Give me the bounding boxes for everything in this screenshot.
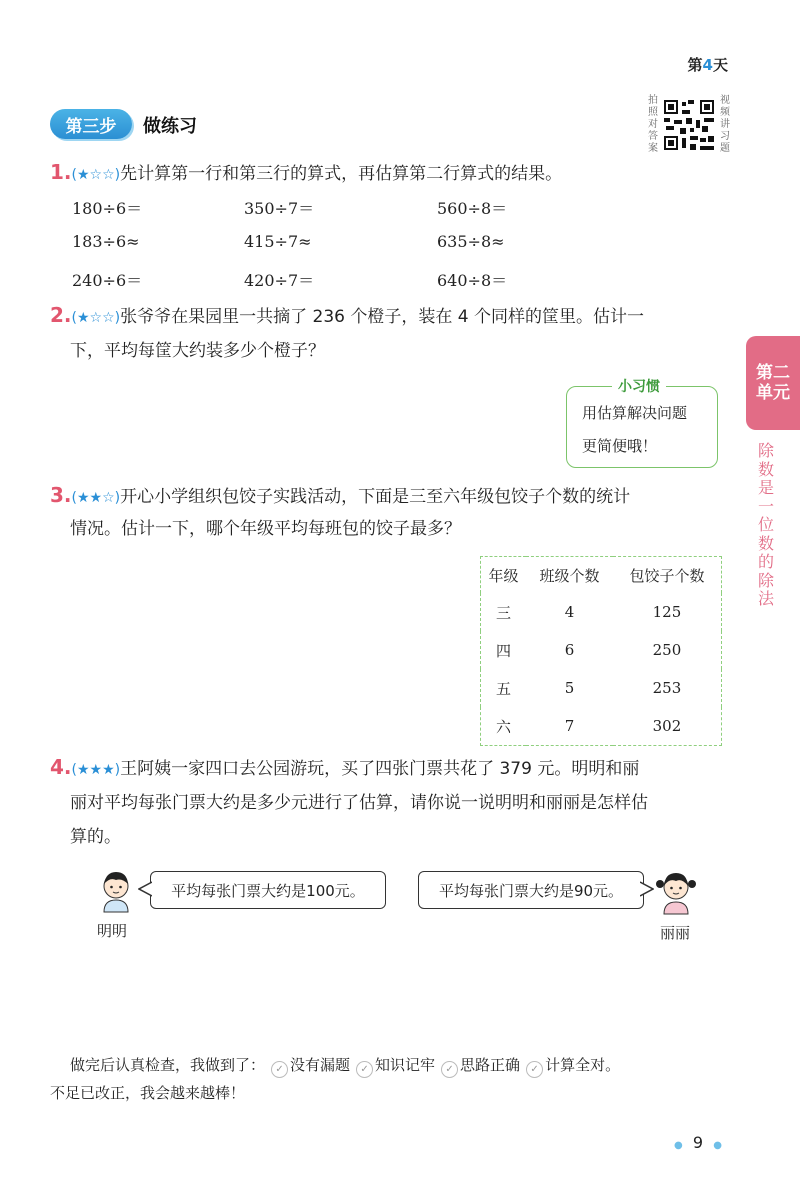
- section-badge: 第三步: [50, 109, 132, 139]
- unit-tab-line2: 单元: [756, 383, 790, 403]
- page-number: [674, 1133, 722, 1152]
- table-cell: 7: [564, 717, 575, 735]
- dot-icon: ●: [713, 1140, 722, 1151]
- question-number: 1.: [50, 160, 72, 184]
- table-header: 包饺子个数: [629, 566, 705, 585]
- girl-avatar-icon: [655, 866, 697, 916]
- question-4: [50, 750, 740, 787]
- question-2: [50, 298, 740, 335]
- expression: 560÷8＝: [437, 199, 508, 218]
- question-text: 张爷爷在果园里一共摘了 236 个橙子，装在 4 个同样的筐里。估计一: [120, 307, 644, 327]
- table-row: [481, 631, 722, 669]
- question-text: 下，平均每筐大约装多少个橙子？: [70, 341, 325, 361]
- expression: 350÷7＝: [244, 199, 315, 218]
- difficulty-stars: (★★★): [71, 762, 121, 778]
- table-cell: 250: [652, 641, 682, 659]
- page-number-value: 9: [692, 1133, 704, 1152]
- self-check-lead: 做完后认真检查，我做到了：: [70, 1056, 266, 1074]
- girl-name: 丽丽: [660, 924, 691, 942]
- expression: 240÷6＝: [72, 271, 143, 290]
- question-text: 情况。估计一下，哪个年级平均每班包的饺子最多？: [70, 519, 461, 539]
- check-circle-icon[interactable]: ✓: [526, 1061, 543, 1078]
- day-prefix: 第: [687, 56, 703, 74]
- table-cell: 五: [496, 679, 512, 698]
- check-item: 知识记牢: [375, 1056, 436, 1074]
- table-cell: 125: [652, 603, 682, 621]
- self-check-line2: 不足已改正，我会越来越棒！: [50, 1084, 246, 1102]
- question-text: 先计算第一行和第三行的算式，再估算第二行算式的结果。: [120, 164, 563, 184]
- difficulty-stars: (★☆☆): [71, 167, 121, 183]
- question-1: [50, 155, 740, 192]
- tip-text: 用估算解决问题: [582, 404, 688, 422]
- question-3: [50, 478, 740, 515]
- check-item: 没有漏题: [290, 1056, 351, 1074]
- question-text: 开心小学组织包饺子实践活动，下面是三至六年级包饺子个数的统计: [120, 487, 631, 507]
- expression: 420÷7＝: [244, 271, 315, 290]
- table-cell: 6: [564, 641, 575, 659]
- table-row: [481, 669, 722, 707]
- table-header: 年级: [488, 566, 519, 585]
- table-cell: 4: [564, 603, 575, 621]
- table-cell: 5: [564, 679, 575, 697]
- boy-name: 明明: [97, 922, 128, 940]
- table-cell: 302: [652, 717, 682, 735]
- dumpling-table: [480, 556, 722, 746]
- section-title: 做练习: [143, 116, 197, 137]
- table-cell: 三: [496, 603, 512, 622]
- tip-text: 更简便哦！: [582, 437, 658, 455]
- self-check-line: [70, 1052, 740, 1078]
- check-circle-icon[interactable]: ✓: [271, 1061, 288, 1078]
- table-header: 班级个数: [539, 566, 600, 585]
- question-text: 王阿姨一家四口去公园游玩，买了四张门票共花了 379 元。明明和丽: [120, 759, 640, 779]
- difficulty-stars: (★☆☆): [71, 310, 121, 326]
- day-label: [688, 54, 728, 75]
- unit-subtitle: 除数是一位数的除法: [757, 441, 774, 608]
- table-cell: 四: [496, 641, 512, 660]
- expression: 640÷8＝: [437, 271, 508, 290]
- check-circle-icon[interactable]: ✓: [441, 1061, 458, 1078]
- question-number: 4.: [50, 755, 72, 779]
- dot-icon: ●: [674, 1140, 683, 1151]
- question-number: 3.: [50, 483, 72, 507]
- table-row: [481, 707, 722, 746]
- table-header-row: [481, 557, 722, 594]
- question-text: 算的。: [70, 827, 121, 847]
- table-cell: 253: [652, 679, 682, 697]
- boy-avatar-icon: [96, 866, 136, 914]
- day-suffix: 天: [712, 56, 728, 74]
- girl-speech-bubble: 平均每张门票大约是90元。: [418, 871, 644, 909]
- tip-title: 小习惯: [612, 376, 666, 396]
- unit-tab-line1: 第二: [756, 363, 790, 383]
- table-row: [481, 593, 722, 631]
- bubble-tail-icon: [138, 881, 152, 897]
- table-cell: 六: [496, 717, 512, 736]
- check-item: 思路正确: [460, 1056, 521, 1074]
- expression: 635÷8≈: [437, 232, 505, 251]
- qr-code-icon[interactable]: [662, 98, 716, 152]
- expression: 183÷6≈: [72, 232, 140, 251]
- difficulty-stars: (★★☆): [71, 490, 121, 506]
- question-number: 2.: [50, 303, 72, 327]
- day-number: 4: [702, 56, 713, 74]
- qr-left-caption: 拍照对答案: [648, 95, 658, 154]
- check-item: 计算全对。: [545, 1056, 621, 1074]
- qr-right-caption: 视频讲习题: [720, 95, 730, 154]
- expression: 415÷7≈: [244, 232, 312, 251]
- expression: 180÷6＝: [72, 199, 143, 218]
- boy-speech-bubble: 平均每张门票大约是100元。: [150, 871, 386, 909]
- check-circle-icon[interactable]: ✓: [356, 1061, 373, 1078]
- question-text: 丽对平均每张门票大约是多少元进行了估算，请你说一说明明和丽丽是怎样估: [70, 793, 648, 813]
- bubble-tail-icon: [640, 881, 654, 897]
